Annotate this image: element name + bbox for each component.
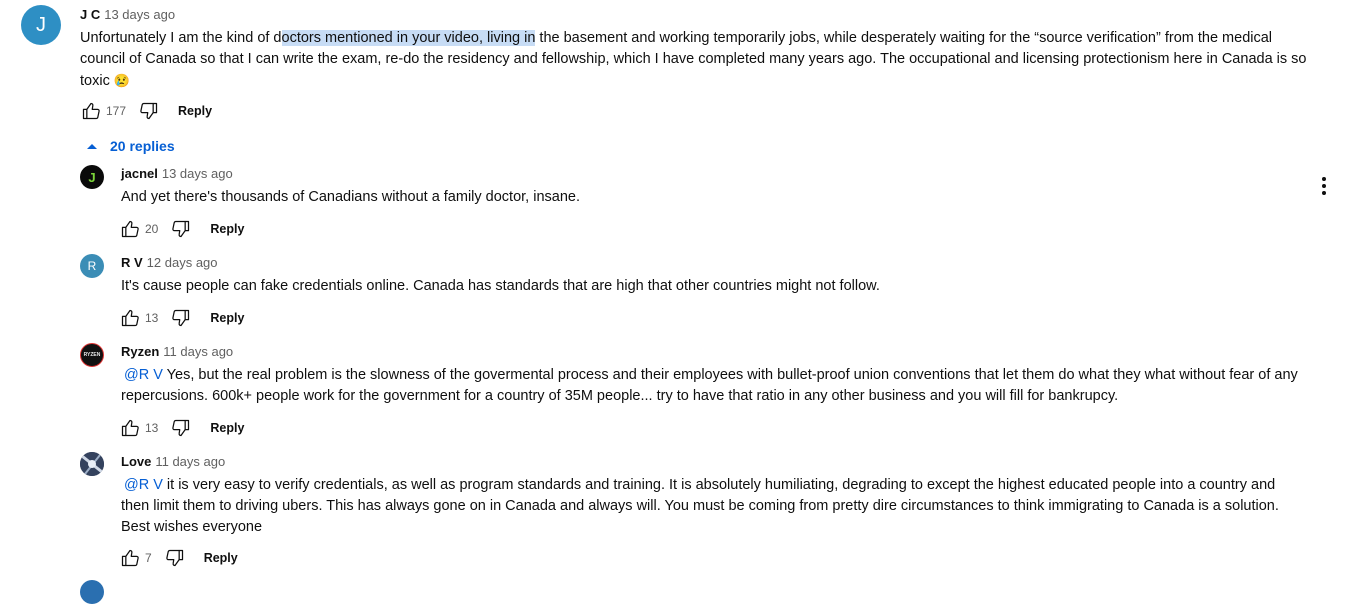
dislike-icon[interactable]: [170, 218, 192, 240]
comment-text-post: the basement and working temporarily jobs, while desperately waiting for the “source verification” from the medical council of Canada so that I can write the exam, re-do the residency and fellowship, which I have completed many years ago. The occupational and licensing protectionism here in Canada is so toxic: [80, 30, 1307, 89]
reply-text: [121, 276, 1301, 297]
like-icon[interactable]: [119, 547, 141, 569]
dislike-icon[interactable]: [170, 307, 192, 329]
crying-emoji-icon: 😢: [113, 73, 131, 88]
avatar[interactable]: [80, 343, 104, 367]
reply-button[interactable]: Reply: [210, 311, 245, 325]
reply-button[interactable]: Reply: [210, 421, 245, 435]
reply-text: [121, 187, 1301, 208]
dislike-icon[interactable]: [170, 417, 192, 439]
like-count: 13: [145, 311, 159, 325]
reply-author[interactable]: jacnel: [121, 166, 158, 181]
reply-time[interactable]: 11 days ago: [163, 344, 234, 359]
like-count: 13: [145, 421, 159, 435]
reply-button[interactable]: Reply: [210, 222, 245, 236]
reply-header: [121, 165, 233, 183]
reply-time[interactable]: 12 days ago: [146, 255, 218, 270]
reply-time[interactable]: 13 days ago: [161, 166, 233, 181]
caret-up-icon: [86, 142, 98, 150]
comment-text-highlight: octors mentioned in your video, living in: [281, 30, 536, 46]
avatar[interactable]: [80, 580, 104, 604]
comment-time[interactable]: 13 days ago: [104, 7, 176, 22]
reply-button[interactable]: Reply: [203, 551, 238, 565]
reply-time[interactable]: 11 days ago: [155, 454, 226, 469]
replies-toggle-button[interactable]: [86, 136, 175, 156]
like-count: 7: [145, 551, 152, 565]
reply-actions: [119, 217, 244, 241]
avatar[interactable]: [80, 165, 104, 189]
like-icon[interactable]: [119, 218, 141, 240]
comment-text-pre: Unfortunately I am the kind of d: [80, 30, 282, 46]
comment-actions: [80, 99, 212, 123]
ryzen-logo-icon: RYZEN: [83, 352, 101, 358]
avatar-letter: J: [88, 169, 96, 185]
reply-header: [121, 453, 225, 471]
like-count: 177: [106, 104, 127, 118]
avatar-letter: R: [87, 259, 97, 273]
reply-actions: [119, 416, 244, 440]
reply-author[interactable]: Love: [121, 454, 152, 469]
reply-text: [121, 365, 1306, 407]
like-count: 20: [145, 222, 159, 236]
like-icon[interactable]: [119, 417, 141, 439]
comment-author[interactable]: J C: [80, 7, 101, 22]
dislike-icon[interactable]: [138, 100, 160, 122]
reply-author[interactable]: R V: [121, 255, 143, 270]
avatar-letter: J: [36, 13, 46, 36]
reply-actions: [119, 546, 238, 570]
profile-picture-icon: [80, 452, 104, 476]
like-icon[interactable]: [119, 307, 141, 329]
mention-link[interactable]: @R V: [124, 477, 163, 493]
avatar[interactable]: [80, 254, 104, 278]
dislike-icon[interactable]: [164, 547, 186, 569]
reply-header: [121, 254, 218, 272]
replies-toggle-label: 20 replies: [110, 138, 175, 154]
reply-text-body: it is very easy to verify credentials, as well as program standards and training. It is absolutely humiliating, degrading to except the highest educated people into a country and then limit them to driving ubers. This has always gone on in Canada and always will. You must be coming from pretty dire circumstances to think immigrating to Canada is a solution. Best wishes everyone: [121, 477, 1279, 535]
reply-header: [121, 343, 233, 361]
more-vert-icon[interactable]: [1322, 177, 1326, 195]
reply-actions: [119, 306, 244, 330]
reply-text-body: Yes, but the real problem is the slowness of the govermental process and their employees with bullet-proof union conventions that let them do what they what without fear of any repercusions. 600k+ people work for the government for a country of 35M people... try to have that ratio in any other business and you will fill for bankrupcy.: [121, 367, 1298, 404]
reply-author[interactable]: Ryzen: [121, 344, 160, 359]
reply-text-body: It's cause people can fake credentials online. Canada has standards that are high that other countries might not follow.: [121, 278, 880, 294]
avatar[interactable]: [21, 5, 61, 45]
reply-text: [121, 475, 1306, 538]
comment-header: [80, 6, 175, 24]
comment-text: [80, 28, 1320, 92]
reply-text-body: And yet there's thousands of Canadians without a family doctor, insane.: [121, 189, 580, 205]
mention-link[interactable]: @R V: [124, 367, 163, 383]
avatar[interactable]: [80, 452, 104, 476]
reply-button[interactable]: Reply: [178, 104, 213, 118]
like-icon[interactable]: [80, 100, 102, 122]
